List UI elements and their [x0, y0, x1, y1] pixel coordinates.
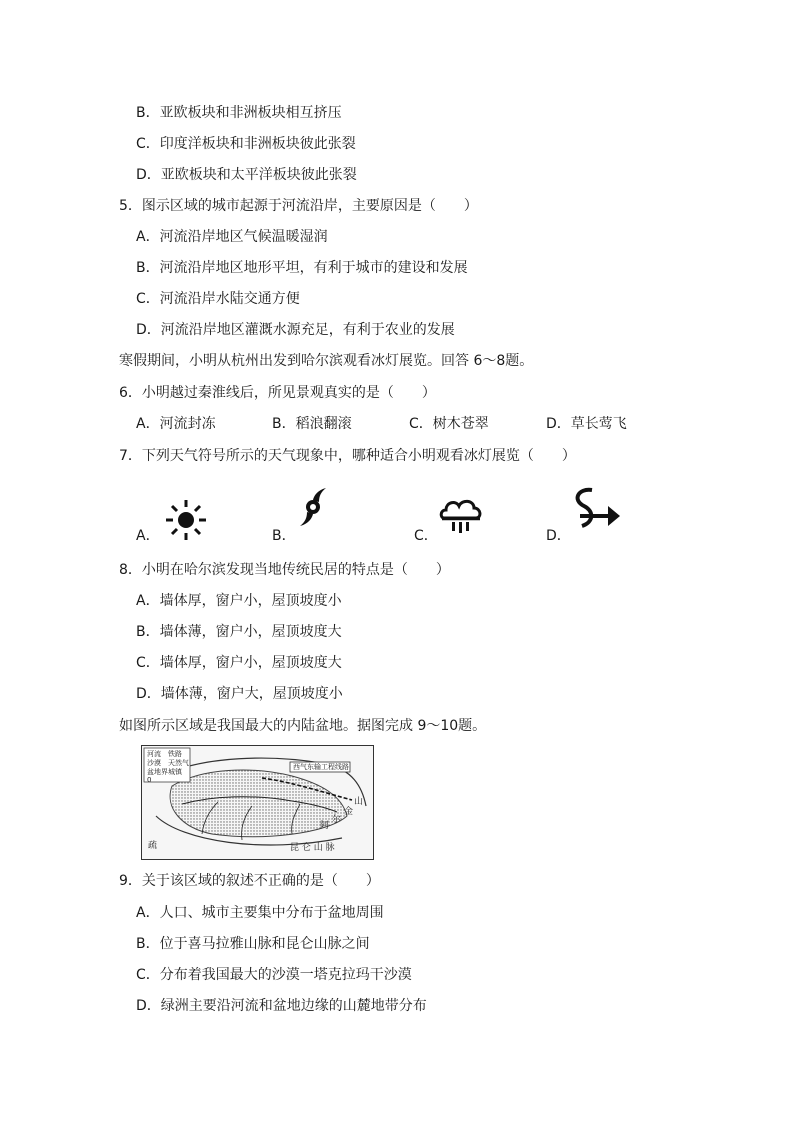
legend-item: 0 [147, 776, 152, 784]
legend-item: 铁路 [168, 750, 182, 758]
q6-options-row [136, 414, 656, 434]
q7-option-d: D． [546, 528, 571, 544]
q5-option-b: B．河流沿岸地区地形平坦，有利于城市的建设和发展 [136, 260, 468, 276]
q5-stem: 5．图示区域的城市起源于河流沿岸，主要原因是（ ） [119, 198, 478, 214]
map-label: 尔 [332, 815, 342, 825]
q8-option-d: D．墙体薄，窗户大，屋顶坡度小 [136, 686, 343, 702]
typhoon-icon [296, 486, 330, 528]
legend-item: 沙漠 [147, 759, 161, 767]
q9-option-b: B．位于喜马拉雅山脉和昆仑山脉之间 [136, 936, 370, 952]
intro-9-10: 如图所示区域是我国最大的内陆盆地。据图完成 9～10题。 [119, 718, 487, 734]
legend-item: 城镇 [168, 768, 182, 776]
q9-option-a: A．人口、城市主要集中分布于盆地周围 [136, 905, 384, 921]
q9-option-d: D．绿洲主要沿河流和盆地边缘的山麓地带分布 [136, 998, 427, 1014]
map-label: 疏 [148, 841, 158, 851]
q5-option-c: C．河流沿岸水陆交通方便 [136, 291, 300, 307]
q7-stem: 7．下列天气符号所示的天气现象中，哪种适合小明观看冰灯展览（ ） [119, 448, 576, 464]
q5-option-a: A．河流沿岸地区气候温暖湿润 [136, 229, 328, 245]
q6-stem: 6．小明越过秦淮线后，所见景观真实的是（ ） [119, 385, 436, 401]
q8-stem: 8．小明在哈尔滨发现当地传统民居的特点是（ ） [119, 562, 450, 578]
map-label: 昆 仑 山 脉 [290, 843, 335, 853]
q7-option-a: A． [136, 528, 160, 544]
q4-option-b: B．亚欧板块和非洲板块相互挤压 [136, 105, 342, 121]
q6-option-b: B．稻浪翻滚 [272, 416, 352, 432]
q4-option-c: C．印度洋板块和非洲板块彼此张裂 [136, 136, 356, 152]
q8-option-b: B．墙体薄，窗户小，屋顶坡度大 [136, 624, 342, 640]
legend-item: 天然气 [168, 759, 189, 767]
map-title-box: 西气东输工程线路 [293, 763, 349, 771]
wind-arrow-icon [570, 486, 622, 534]
sun-icon [164, 498, 208, 542]
q6-option-c: C．树木苍翠 [409, 416, 489, 432]
q9-option-c: C．分布着我国最大的沙漠一塔克拉玛干沙漠 [136, 967, 412, 983]
map-label: 金 [344, 807, 354, 817]
tarim-basin-map [141, 745, 374, 860]
q8-option-c: C．墙体厚，窗户小，屋顶坡度大 [136, 655, 342, 671]
legend-item: 盆地界 [147, 768, 168, 776]
map-label: 阿 [320, 821, 330, 831]
map-label: 山 [354, 797, 364, 807]
q7-option-c: C． [414, 528, 438, 544]
q9-stem: 9．关于该区域的叙述不正确的是（ ） [119, 873, 380, 889]
q6-option-a: A．河流封冻 [136, 416, 216, 432]
q4-option-d: D．亚欧板块和太平洋板块彼此张裂 [136, 167, 357, 183]
q7-option-b: B． [272, 528, 296, 544]
q6-option-d: D．草长莺飞 [546, 416, 627, 432]
rain-cloud-icon [438, 494, 484, 538]
q5-option-d: D．河流沿岸地区灌溉水源充足，有利于农业的发展 [136, 322, 455, 338]
intro-6-8: 寒假期间，小明从杭州出发到哈尔滨观看冰灯展览。回答 6～8题。 [119, 353, 534, 369]
q8-option-a: A．墙体厚，窗户小，屋顶坡度小 [136, 593, 342, 609]
legend-item: 河流 [147, 750, 161, 758]
